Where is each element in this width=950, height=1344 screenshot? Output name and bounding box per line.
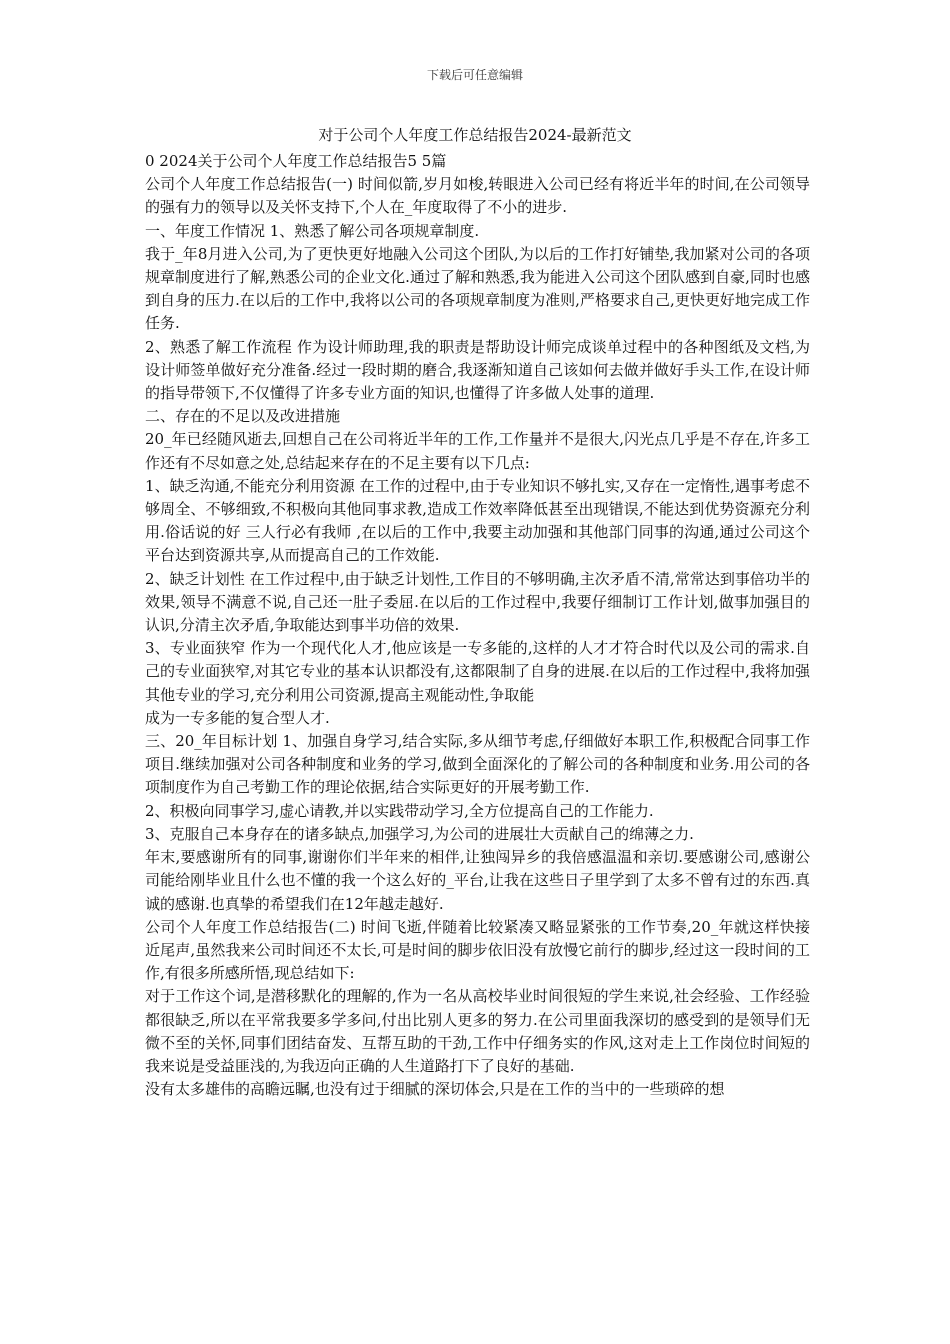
- paragraph: 1、缺乏沟通,不能充分利用资源 在工作的过程中,由于专业知识不够扎实,又存在一定惰性,遇事考虑不够周全、不够细致,不积极向其他同事求教,造成工作效率降低甚至出现错误,不能达到优势资源充分利用.俗话说的好 三人行必有我师 ,在以后的工作中,我要主动加强和其他部门同事的沟通,通过公司这个平台达到资源共享,从而提高自己的工作效能.: [145, 476, 810, 565]
- paragraph: 一、年度工作情况 1、熟悉了解公司各项规章制度.: [145, 221, 480, 240]
- paragraph: 2、缺乏计划性 在工作过程中,由于缺乏计划性,工作目的不够明确,主次矛盾不清,常常达到事倍功半的效果,领导不满意不说,自己还一肚子委屈.在以后的工作过程中,我要仔细制订工作计划,做事加强目的认识,分清主次矛盾,争取能达到事半功倍的效果.: [145, 569, 810, 635]
- document-body: [145, 150, 810, 1101]
- paragraph: 没有太多雄伟的高瞻远瞩,也没有过于细腻的深切体会,只是在工作的当中的一些琐碎的想: [145, 1080, 725, 1099]
- paragraph: 成为一专多能的复合型人才.: [145, 708, 330, 727]
- paragraph: 三、20_年目标计划 1、加强自身学习,结合实际,多从细节考虑,仔细做好本职工作,积极配合同事工作项目.继续加强对公司各种制度和业务的学习,做到全面深化的了解公司的各种制度和业务.用公司的各项制度作为自己考勤工作的理论依据,结合实际更好的开展考勤工作.: [145, 732, 810, 797]
- paragraph: 2、熟悉了解工作流程 作为设计师助理,我的职责是帮助设计师完成谈单过程中的各种图纸及文档,为设计师签单做好充分准备.经过一段时期的磨合,我逐渐知道自己该如何去做并做好手头工作,在设计师的指导带领下,不仅懂得了许多专业方面的知识,也懂得了许多做人处事的道理.: [145, 337, 810, 403]
- document-title: 对于公司个人年度工作总结报告2024-最新范文: [318, 126, 632, 144]
- paragraph: 3、专业面狭窄 作为一个现代化人才,他应该是一专多能的,这样的人才才符合时代以及公司的需求.自己的专业面狭窄,对其它专业的基本认识都没有,这都限制了自身的进展.在以后的工作过程中,我将加强其他专业的学习,充分利用公司资源,提高主观能动性,争取能: [145, 639, 810, 704]
- paragraph: 3、克服自己本身存在的诸多缺点,加强学习,为公司的进展壮大贡献自己的绵薄之力.: [145, 824, 694, 843]
- paragraph: 二、存在的不足以及改进措施: [145, 407, 341, 426]
- header-note: 下载后可任意编辑: [426, 68, 523, 82]
- paragraph: 2、积极向同事学习,虚心请教,并以实践带动学习,全方位提高自己的工作能力.: [145, 801, 654, 820]
- paragraph: 我于_年8月进入公司,为了更快更好地融入公司这个团队,为以后的工作打好铺垫,我加紧对公司的各项规章制度进行了解,熟悉公司的企业文化.通过了解和熟悉,我为能进入公司这个团队感到自豪,同时也感到自身的压力.在以后的工作中,我将以公司的各项规章制度为准则,严格要求自己,更快更好地完成工作任务.: [145, 244, 810, 333]
- paragraph: 公司个人年度工作总结报告(二) 时间飞逝,伴随着比较紧凑又略显紧张的工作节奏,20_年就这样快接近尾声,虽然我来公司时间还不太长,可是时间的脚步依旧没有放慢它前行的脚步,经过这一段时间的工作,有很多所感所悟,现总结如下:: [145, 917, 810, 983]
- paragraph: 对于工作这个词,是潜移默化的理解的,作为一名从高校毕业时间很短的学生来说,社会经验、工作经验都很缺乏,所以在平常我要多学多问,付出比别人更多的努力.在公司里面我深切的感受到的是领导们无微不至的关怀,同事们团结奋发、互帮互助的干劲,工作中仔细务实的作风,这对走上工作岗位时间短的我来说是受益匪浅的,为我迈向正确的人生道路打下了良好的基础.: [145, 987, 810, 1075]
- paragraph: 0 2024关于公司个人年度工作总结报告5 5篇: [145, 152, 447, 170]
- paragraph: 年末,要感谢所有的同事,谢谢你们半年来的相伴,让独闯异乡的我倍感温温和亲切.要感谢公司,感谢公司能给刚毕业且什么也不懂的我一个这么好的_平台,让我在这些日子里学到了太多不曾有过的东西.真诚的感谢.也真挚的希望我们在12年越走越好.: [145, 848, 810, 913]
- paragraph: 公司个人年度工作总结报告(一) 时间似箭,岁月如梭,转眼进入公司已经有将近半年的时间,在公司领导的强有力的领导以及关怀支持下,个人在_年度取得了不小的进步.: [145, 175, 810, 217]
- paragraph: 20_年已经随风逝去,回想自己在公司将近半年的工作,工作量并不是很大,闪光点几乎是不存在,许多工作还有不尽如意之处,总结起来存在的不足主要有以下几点:: [145, 430, 810, 472]
